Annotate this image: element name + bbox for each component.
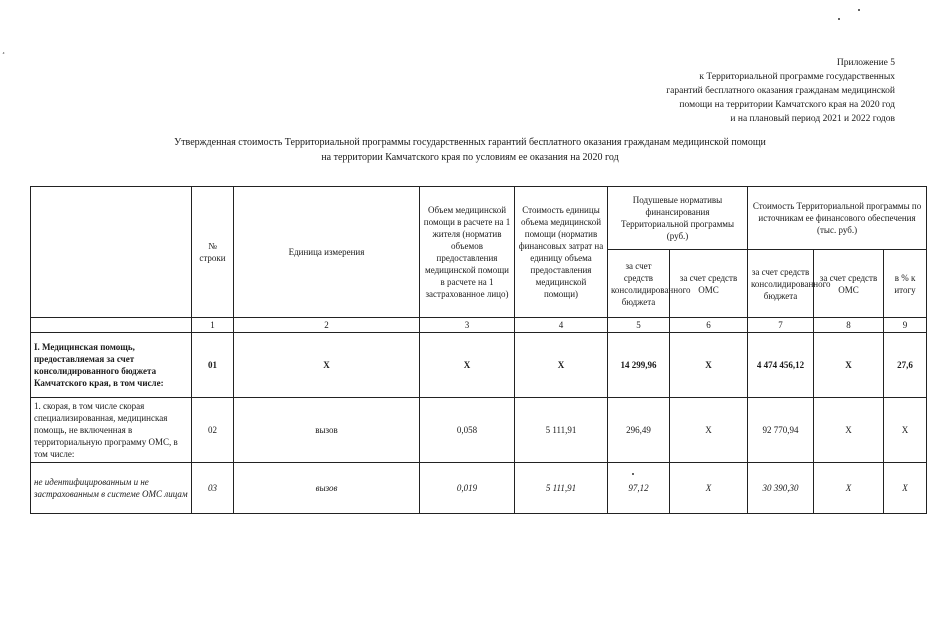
scan-margin-mark: ¸ [2,44,5,54]
scan-speck [858,9,860,11]
row-pc-oms: X [670,333,748,398]
appendix-line: и на плановый период 2021 и 2022 годов [730,114,895,124]
row-label: не идентифицированным и не застрахованным в системе ОМС лицам [31,463,192,514]
row-pct: 27,6 [884,333,927,398]
row-cost: 5 111,91 [515,463,608,514]
column-number: 9 [884,318,927,333]
row-volume: 0,058 [420,398,515,463]
row-pc-budget: 97,12 [608,463,670,514]
row-src-oms: X [814,463,884,514]
table-row [31,463,927,514]
column-number-blank [31,318,192,333]
row-number: 03 [192,463,234,514]
row-number: 02 [192,398,234,463]
row-pct: X [884,463,927,514]
appendix-line: Приложение 5 [836,58,895,68]
title-line: Утвержденная стоимость Территориальной программы государственных гарантий бесплатного оказания гражданам медицинской помощи [174,137,766,148]
row-src-oms: X [814,333,884,398]
title-line: на территории Камчатского края по условиям ее оказания на 2020 год [321,152,619,163]
row-volume: X [420,333,515,398]
header-per-capita: Подушевые нормативы финансирования Территориальной программы (руб.) [608,187,748,250]
column-number: 6 [670,318,748,333]
appendix-line: к Территориальной программе государственных [699,72,895,82]
row-src-budget: 30 390,30 [748,463,814,514]
column-number: 3 [420,318,515,333]
column-number: 8 [814,318,884,333]
scan-speck [838,18,840,20]
header-cost: Стоимость единицы объема медицинской помощи (норматив финансовых затрат на единицу объема предоставления медицинской помощи) [515,187,608,318]
header-pc-budget: за счет средств консолидированного бюджета [608,250,670,318]
row-pc-oms: X [670,463,748,514]
appendix-line: гарантий бесплатного оказания гражданам медицинской [666,86,895,96]
column-number: 1 [192,318,234,333]
row-pc-oms: X [670,398,748,463]
header-src-oms: за счет средств ОМС [814,250,884,318]
row-unit: X [234,333,420,398]
row-label: I. Медицинская помощь, предоставляемая за счет консолидированного бюджета Камчатского края, в том числе: [31,333,192,398]
header-volume: Объем медицинской помощи в расчете на 1 жителя (норматив объемов предоставления медицинской помощи в расчете на 1 застрахованное лицо) [420,187,515,318]
column-number: 4 [515,318,608,333]
document-title [150,135,790,165]
cost-table [30,186,927,514]
table-row [31,398,927,463]
row-cost: 5 111,91 [515,398,608,463]
header-pc-oms: за счет средств ОМС [670,250,748,318]
row-number: 01 [192,333,234,398]
row-label: 1. скорая, в том числе скорая специализированная, медицинская помощь, не включенная в территориальную программу ОМС, в том числе: [31,398,192,463]
column-number: 2 [234,318,420,333]
column-number-row [31,318,927,333]
header-src-pct: в % к итогу [884,250,927,318]
column-number: 7 [748,318,814,333]
header-sources: Стоимость Территориальной программы по источникам ее финансового обеспечения (тыс. руб.) [748,187,927,250]
row-src-oms: X [814,398,884,463]
column-number: 5 [608,318,670,333]
header-src-budget: за счет средств консолидированного бюджета [748,250,814,318]
row-pc-budget: 296,49 [608,398,670,463]
row-unit: вызов [234,463,420,514]
header-blank-cell [31,187,192,318]
header-unit: Единица измерения [234,187,420,318]
row-volume: 0,019 [420,463,515,514]
row-unit: вызов [234,398,420,463]
table-header-row [31,187,927,250]
header-row-no: № строки [192,187,234,318]
row-cost: X [515,333,608,398]
appendix-line: помощи на территории Камчатского края на 2020 год [679,100,895,110]
appendix-header [475,56,895,126]
row-pct: X [884,398,927,463]
table-row [31,333,927,398]
row-src-budget: 92 770,94 [748,398,814,463]
row-src-budget: 4 474 456,12 [748,333,814,398]
row-pc-budget: 14 299,96 [608,333,670,398]
